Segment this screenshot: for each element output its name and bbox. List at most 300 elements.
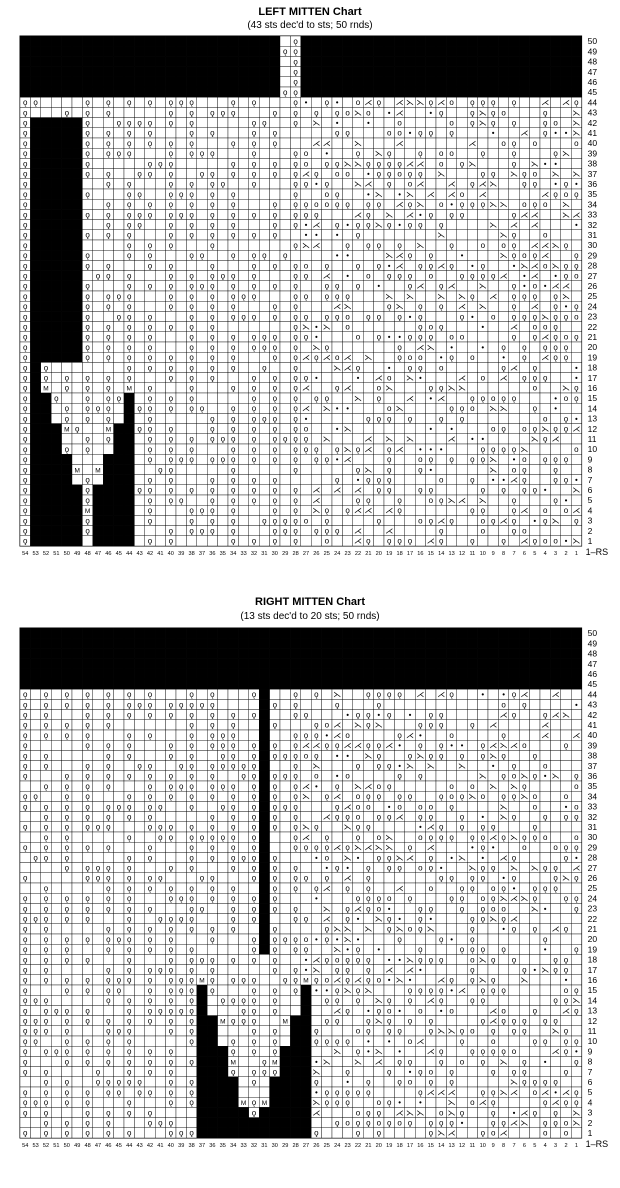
chart-cell-symbol: ǫ <box>22 261 28 271</box>
chart-cell-symbol: o <box>542 414 548 424</box>
chart-cell <box>30 362 40 372</box>
chart-cell <box>155 699 165 709</box>
chart-cell <box>51 56 61 66</box>
chart-cell <box>301 301 311 311</box>
chart-cell <box>457 97 467 107</box>
chart-cell <box>238 362 248 372</box>
chart-cell <box>238 475 248 485</box>
chart-cell-symbol: ǫ <box>147 240 153 250</box>
chart-cell-symbol: ǫ <box>293 342 298 352</box>
chart-cell-symbol: ǫ <box>522 700 527 710</box>
chart-cell <box>249 638 259 648</box>
chart-cell <box>353 118 363 128</box>
chart-cell-symbol: ǫ <box>230 424 236 434</box>
chart-cell <box>478 669 488 679</box>
chart-cell <box>166 638 176 648</box>
chart-cell <box>571 689 581 699</box>
chart-cell <box>322 669 332 679</box>
chart-cell <box>280 281 290 291</box>
chart-cell-symbol: ǫ <box>386 271 392 281</box>
chart-cell-symbol: ⋌ <box>499 710 508 720</box>
chart-cell-symbol: ⋋ <box>572 169 581 179</box>
chart-cell <box>228 648 238 658</box>
chart-cell <box>301 56 311 66</box>
chart-cell <box>238 413 248 423</box>
chart-cell <box>332 710 342 720</box>
chart-cell <box>103 77 113 87</box>
chart-cell <box>176 169 186 179</box>
column-number-label: 31 <box>261 551 268 557</box>
chart-cell <box>259 659 269 669</box>
chart-cell <box>426 67 436 77</box>
chart-cell <box>374 179 384 189</box>
chart-cell <box>374 638 384 648</box>
chart-cell <box>93 352 103 362</box>
chart-cell-symbol: ǫ <box>106 373 111 383</box>
chart-cell <box>30 281 40 291</box>
chart-cell-symbol: ǫ <box>251 179 257 189</box>
chart-cell <box>93 128 103 138</box>
chart-cell <box>426 36 436 46</box>
row-number-label: 7 <box>587 474 593 485</box>
chart-cell-symbol: ǫ <box>85 261 90 271</box>
chart-cell-symbol: ǫ <box>324 159 330 169</box>
chart-cell <box>280 740 290 750</box>
chart-cell <box>114 209 124 219</box>
chart-cell-symbol: ǫ <box>64 373 70 383</box>
chart-cell <box>51 689 61 699</box>
chart-cell <box>436 240 446 250</box>
chart-cell-symbol: ⋋ <box>343 424 352 434</box>
chart-cell <box>51 158 61 168</box>
chart-cell <box>72 434 82 444</box>
chart-cell <box>467 485 477 495</box>
chart-cell <box>30 179 40 189</box>
row-number-label: 37 <box>587 168 598 179</box>
chart-cell-symbol: ǫ <box>147 312 153 322</box>
chart-cell <box>405 699 415 709</box>
chart-cell <box>134 311 144 321</box>
chart-cell <box>176 444 186 454</box>
chart-cell-symbol: ǫ <box>366 240 371 250</box>
chart-cell <box>561 761 571 771</box>
chart-cell-symbol: ǫ <box>22 700 28 710</box>
chart-cell <box>342 281 352 291</box>
row-number-label: 28 <box>587 260 598 271</box>
row-number-label: 45 <box>587 679 598 690</box>
chart-cell-symbol: ⋌ <box>530 210 539 220</box>
chart-cell <box>72 77 82 87</box>
chart-cell <box>249 56 259 66</box>
row-number-label: 42 <box>587 709 598 720</box>
chart-cell <box>509 87 519 97</box>
chart-cell <box>249 189 259 199</box>
chart-cell <box>332 46 342 56</box>
chart-cell <box>259 230 269 240</box>
chart-cell-symbol: ǫ <box>189 179 194 189</box>
chart-cell <box>530 638 540 648</box>
chart-cell-symbol: ǫ <box>106 261 111 271</box>
chart-cell-symbol: ǫ <box>126 230 132 240</box>
row-number-label: 41 <box>587 720 598 730</box>
chart-cell <box>540 679 550 689</box>
chart-cell <box>363 301 373 311</box>
chart-cell <box>93 434 103 444</box>
chart-cell-symbol: ǫ <box>272 495 278 505</box>
chart-cell <box>145 679 155 689</box>
chart-cell <box>114 413 124 423</box>
chart-cell-symbol: ǫ <box>85 342 90 352</box>
chart-cell <box>488 373 498 383</box>
chart-cell-symbol: o <box>449 332 454 342</box>
chart-cell <box>51 169 61 179</box>
chart-cell-symbol: ǫ <box>168 159 174 169</box>
chart-cell <box>405 56 415 66</box>
chart-cell-symbol: • <box>574 700 578 710</box>
chart-cell <box>238 454 248 464</box>
chart-cell <box>301 77 311 87</box>
chart-cell <box>530 495 540 505</box>
chart-cell <box>82 424 92 434</box>
chart-cell-symbol: ǫ <box>251 455 257 465</box>
chart-cell <box>30 271 40 281</box>
chart-cell <box>311 638 321 648</box>
chart-cell-symbol: o <box>563 393 569 403</box>
chart-cell-symbol: ⋌ <box>343 353 352 363</box>
chart-cell <box>498 87 508 97</box>
chart-cell <box>41 342 51 352</box>
chart-cell-symbol: • <box>554 271 558 281</box>
chart-cell-symbol: ǫ <box>511 332 517 342</box>
chart-cell <box>62 362 72 372</box>
chart-cell-symbol: ǫ <box>376 414 382 424</box>
chart-cell-symbol: o <box>563 506 569 516</box>
chart-cell <box>197 271 207 281</box>
column-number-label: 54 <box>22 551 29 557</box>
chart-cell-symbol: o <box>303 261 309 271</box>
chart-cell-symbol: ǫ <box>85 516 90 526</box>
chart-cell-symbol: ǫ <box>178 210 184 220</box>
right-chart-title: RIGHT MITTEN Chart <box>255 596 365 608</box>
chart-cell-symbol: ǫ <box>376 516 382 526</box>
chart-cell <box>62 199 72 209</box>
chart-cell <box>457 281 467 291</box>
chart-cell <box>218 424 228 434</box>
row-number-label: 46 <box>587 669 598 679</box>
chart-cell <box>426 648 436 658</box>
chart-cell <box>93 761 103 771</box>
chart-cell-symbol: ǫ <box>85 108 90 118</box>
chart-cell <box>145 189 155 199</box>
chart-cell-symbol: ǫ <box>386 710 392 720</box>
chart-cell-symbol: ǫ <box>553 342 558 352</box>
chart-cell <box>478 648 488 658</box>
chart-cell <box>93 495 103 505</box>
chart-cell-symbol: ǫ <box>220 455 226 465</box>
chart-cell <box>155 638 165 648</box>
chart-cell-symbol: ǫ <box>22 108 28 118</box>
chart-cell <box>238 536 248 546</box>
chart-cell-symbol: ǫ <box>470 455 475 465</box>
chart-cell <box>488 67 498 77</box>
right-mitten-chart <box>0 628 620 1188</box>
chart-cell-symbol: ǫ <box>241 291 246 301</box>
chart-cell <box>530 710 540 720</box>
chart-cell-symbol: ǫ <box>43 700 49 710</box>
chart-cell <box>124 424 134 434</box>
chart-cell <box>218 515 228 525</box>
chart-cell-symbol: ǫ <box>324 312 330 322</box>
chart-cell-symbol: ⋌ <box>520 506 529 516</box>
chart-cell <box>197 118 207 128</box>
chart-cell-symbol: ǫ <box>251 424 257 434</box>
chart-cell <box>218 291 228 301</box>
chart-cell <box>186 424 196 434</box>
chart-cell-symbol: ǫ <box>210 271 215 281</box>
chart-cell-symbol: ǫ <box>376 200 382 210</box>
chart-cell-symbol: ⋋ <box>354 159 362 169</box>
chart-cell <box>176 107 186 117</box>
chart-cell <box>238 128 248 138</box>
chart-cell-symbol: ǫ <box>418 220 423 230</box>
chart-cell-symbol: o <box>386 128 392 138</box>
chart-cell <box>530 659 540 669</box>
chart-cell-symbol: ǫ <box>303 312 309 322</box>
chart-cell <box>124 454 134 464</box>
chart-cell-symbol: ⋋ <box>416 98 425 108</box>
chart-cell-symbol: ǫ <box>137 700 142 710</box>
chart-cell-symbol: o <box>574 444 579 454</box>
chart-cell <box>436 342 446 352</box>
chart-cell <box>322 638 332 648</box>
chart-cell-symbol: ǫ <box>147 200 153 210</box>
chart-cell <box>72 505 82 515</box>
chart-cell <box>259 169 269 179</box>
chart-cell <box>30 36 40 46</box>
chart-cell <box>519 383 529 393</box>
chart-cell <box>228 659 238 669</box>
chart-cell <box>519 332 529 342</box>
chart-cell <box>498 413 508 423</box>
chart-cell-symbol: ǫ <box>428 251 434 261</box>
chart-cell <box>519 107 529 117</box>
chart-cell <box>238 740 248 750</box>
chart-cell-symbol: ǫ <box>418 322 423 332</box>
chart-cell <box>72 781 82 791</box>
chart-cell-symbol: ǫ <box>189 700 194 710</box>
chart-cell <box>218 638 228 648</box>
chart-cell <box>322 250 332 260</box>
chart-cell-symbol: ǫ <box>126 710 132 720</box>
chart-cell-symbol: ǫ <box>147 169 153 179</box>
chart-cell <box>290 648 300 658</box>
chart-cell <box>93 424 103 434</box>
chart-cell-symbol: ⋌ <box>333 485 342 495</box>
chart-cell <box>540 628 550 638</box>
chart-cell <box>488 638 498 648</box>
chart-cell-symbol: ⋋ <box>499 741 508 751</box>
chart-cell <box>72 659 82 669</box>
chart-cell-symbol: o <box>324 189 330 199</box>
chart-cell <box>145 464 155 474</box>
chart-cell <box>72 67 82 77</box>
chart-cell-symbol: ǫ <box>85 771 90 781</box>
chart-cell <box>446 271 456 281</box>
chart-cell-symbol: o <box>407 353 413 363</box>
chart-cell-symbol: ǫ <box>480 261 486 271</box>
chart-cell <box>124 434 134 444</box>
chart-cell-symbol: ǫ <box>334 108 340 118</box>
chart-cell <box>238 332 248 342</box>
chart-cell <box>259 36 269 46</box>
chart-cell <box>394 413 404 423</box>
chart-cell <box>488 536 498 546</box>
chart-cell <box>134 505 144 515</box>
chart-cell-symbol: o <box>314 771 319 781</box>
chart-cell-symbol: ǫ <box>147 261 153 271</box>
chart-cell <box>280 495 290 505</box>
chart-cell-symbol: M <box>74 467 80 475</box>
chart-cell-symbol: ǫ <box>251 271 257 281</box>
chart-cell <box>259 67 269 77</box>
chart-cell-symbol: ǫ <box>220 179 226 189</box>
chart-cell-symbol: • <box>429 465 433 475</box>
chart-cell <box>415 679 425 689</box>
chart-cell <box>93 720 103 730</box>
chart-cell <box>259 393 269 403</box>
chart-cell <box>550 750 560 760</box>
chart-cell-symbol: ⋋ <box>374 220 383 230</box>
chart-cell-symbol: ǫ <box>168 710 174 720</box>
chart-cell <box>509 403 519 413</box>
chart-cell <box>446 628 456 638</box>
chart-cell <box>405 505 415 515</box>
chart-cell <box>498 118 508 128</box>
chart-cell-symbol: ǫ <box>553 353 558 363</box>
chart-cell-symbol: ǫ <box>147 424 153 434</box>
chart-cell-symbol: ǫ <box>189 741 194 751</box>
chart-cell <box>41 352 51 362</box>
chart-cell <box>197 373 207 383</box>
chart-cell <box>218 36 228 46</box>
chart-cell <box>93 56 103 66</box>
chart-cell-symbol: ⋋ <box>551 516 560 526</box>
chart-cell <box>51 97 61 107</box>
chart-cell <box>436 179 446 189</box>
chart-cell <box>467 710 477 720</box>
chart-cell <box>145 648 155 658</box>
chart-cell <box>145 638 155 648</box>
chart-cell-symbol: ǫ <box>116 149 122 159</box>
chart-cell-symbol: ǫ <box>189 281 194 291</box>
chart-cell <box>457 342 467 352</box>
chart-cell <box>30 311 40 321</box>
chart-cell <box>311 536 321 546</box>
chart-cell <box>405 526 415 536</box>
chart-cell <box>259 199 269 209</box>
chart-cell <box>238 271 248 281</box>
chart-cell-symbol: ǫ <box>210 781 215 791</box>
chart-cell <box>498 220 508 230</box>
chart-cell <box>51 250 61 260</box>
chart-cell <box>41 301 51 311</box>
chart-cell <box>82 46 92 56</box>
chart-cell <box>550 67 560 77</box>
chart-cell <box>332 638 342 648</box>
chart-cell-symbol: • <box>335 455 339 465</box>
chart-cell-symbol: ǫ <box>85 444 90 454</box>
chart-cell <box>311 413 321 423</box>
chart-cell-symbol: ǫ <box>272 302 278 312</box>
chart-cell <box>530 689 540 699</box>
chart-cell <box>82 648 92 658</box>
chart-cell <box>342 485 352 495</box>
chart-cell <box>62 536 72 546</box>
chart-cell <box>488 659 498 669</box>
chart-cell <box>259 434 269 444</box>
chart-cell <box>155 750 165 760</box>
chart-cell-symbol: ǫ <box>147 393 153 403</box>
chart-cell-symbol: ǫ <box>293 271 298 281</box>
chart-cell <box>114 424 124 434</box>
chart-cell-symbol: ǫ <box>189 271 194 281</box>
chart-cell <box>30 434 40 444</box>
chart-cell-symbol: ǫ <box>137 210 142 220</box>
chart-cell-symbol: ⋌ <box>530 220 539 230</box>
chart-cell <box>457 179 467 189</box>
chart-cell <box>218 393 228 403</box>
chart-cell-symbol: ǫ <box>542 342 548 352</box>
chart-cell-symbol: ǫ <box>293 741 298 751</box>
chart-cell-symbol: ǫ <box>64 700 70 710</box>
chart-cell <box>342 373 352 383</box>
chart-cell <box>467 659 477 669</box>
chart-cell <box>270 179 280 189</box>
chart-cell <box>561 434 571 444</box>
chart-cell-symbol: ǫ <box>126 322 132 332</box>
chart-cell-symbol: ǫ <box>189 220 194 230</box>
chart-cell <box>478 158 488 168</box>
chart-cell <box>176 648 186 658</box>
chart-cell-symbol: ǫ <box>386 475 392 485</box>
chart-cell-symbol: ǫ <box>386 169 392 179</box>
chart-cell <box>134 291 144 301</box>
chart-cell <box>301 679 311 689</box>
chart-cell-symbol: o <box>522 741 527 751</box>
row-number-label: 49 <box>587 46 598 57</box>
chart-cell <box>155 679 165 689</box>
chart-cell-symbol: ǫ <box>147 710 153 720</box>
chart-cell <box>311 424 321 434</box>
row-number-label: 48 <box>587 648 598 659</box>
chart-cell <box>384 659 394 669</box>
chart-cell <box>280 36 290 46</box>
chart-cell <box>488 209 498 219</box>
chart-cell-symbol: • <box>335 751 339 761</box>
chart-cell <box>332 148 342 158</box>
chart-cell-symbol: ǫ <box>199 700 205 710</box>
chart-cell-symbol: ǫ <box>470 98 475 108</box>
chart-cell-symbol: ǫ <box>563 342 569 352</box>
chart-cell <box>436 659 446 669</box>
chart-cell <box>322 301 332 311</box>
chart-cell-symbol: ǫ <box>85 434 90 444</box>
chart-cell-symbol: ǫ <box>230 230 236 240</box>
chart-cell-symbol: ǫ <box>106 138 111 148</box>
chart-cell-symbol: • <box>470 434 474 444</box>
chart-cell-symbol: ǫ <box>272 526 278 536</box>
chart-cell-symbol: ǫ <box>282 251 288 261</box>
